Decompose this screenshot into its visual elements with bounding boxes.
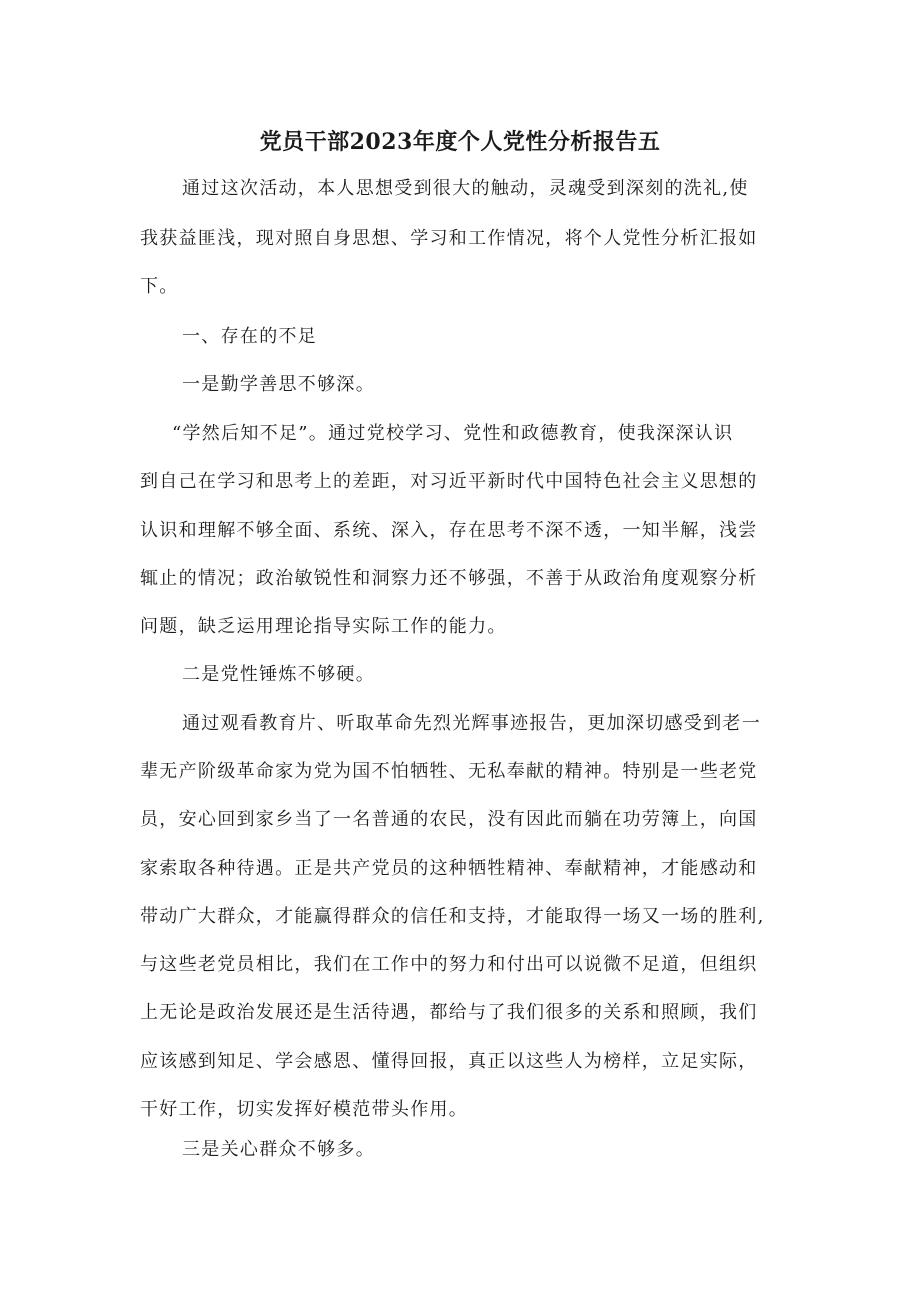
- paragraph-line: 员，安心回到家乡当了一名普通的农民，没有因此而躺在功劳簿上，向国: [140, 809, 758, 830]
- paragraph-line: 上无论是政治发展还是生活待遇，都给与了我们很多的关系和照顾，我们: [140, 1002, 758, 1023]
- paragraph-line: 与这些老党员相比，我们在工作中的努力和付出可以说微不足道，但组织: [140, 954, 758, 975]
- paragraph-line: 带动广大群众，才能赢得群众的信任和支持，才能取得一场又一场的胜利,: [140, 906, 765, 927]
- document-title: 党员干部2023年度个人党性分析报告五: [259, 129, 661, 155]
- paragraph-line: 干好工作，切实发挥好模范带头作用。: [140, 1099, 469, 1120]
- paragraph-line: 辄止的情况；政治敏锐性和洞察力还不够强，不善于从政治角度观察分析: [140, 568, 758, 589]
- paragraph-line: “学然后知不足”。通过党校学习、党性和政德教育，使我深深认识: [172, 423, 734, 444]
- paragraph-line: 我获益匪浅，现对照自身思想、学习和工作情况，将个人党性分析汇报如: [140, 228, 758, 249]
- section-heading: 一、存在的不足: [182, 326, 318, 347]
- paragraph-line: 通过观看教育片、听取革命先烈光辉事迹报告，更加深切感受到老一: [182, 713, 761, 734]
- subsection-heading: 一是勤学善思不够深。: [182, 374, 375, 395]
- paragraph-line: 下。: [140, 276, 179, 297]
- paragraph-line: 辈无产阶级革命家为党为国不怕牺牲、无私奉献的精神。特别是一些老党: [140, 761, 758, 782]
- paragraph-line: 通过这次活动，本人思想受到很大的触动，灵魂受到深刻的洗礼,使: [182, 178, 749, 199]
- paragraph-line: 应该感到知足、学会感恩、懂得回报，真正以这些人为榜样，立足实际，: [140, 1051, 758, 1072]
- paragraph-line: 到自己在学习和思考上的差距，对习近平新时代中国特色社会主义思想的: [140, 471, 758, 492]
- paragraph-line: 问题，缺乏运用理论指导实际工作的能力。: [140, 616, 507, 637]
- subsection-heading: 三是关心群众不够多。: [182, 1139, 375, 1160]
- paragraph-line: 认识和理解不够全面、系统、深入，存在思考不深不透，一知半解，浅尝: [140, 520, 758, 541]
- subsection-heading: 二是党性锤炼不够硬。: [182, 664, 375, 685]
- paragraph-line: 家索取各种待遇。正是共产党员的这种牺牲精神、奉献精神，才能感动和: [140, 858, 758, 879]
